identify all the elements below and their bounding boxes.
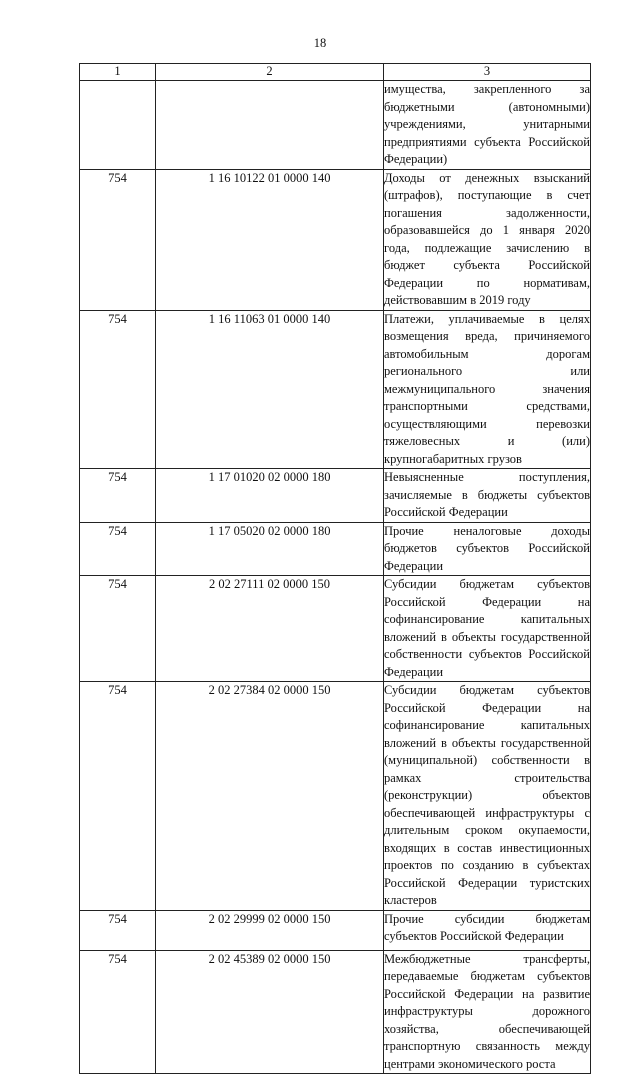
table-row [80,576,591,682]
budget-code-cell: 1 17 05020 02 0000 180 [156,522,384,576]
admin-code-cell: 754 [80,576,156,682]
column-header-2: 2 [156,64,384,81]
description-cell: Невыясненные поступления, зачисляемые в бюджеты субъектов Российской Федерации [384,469,591,523]
table-row [80,682,591,911]
budget-code-cell: 2 02 29999 02 0000 150 [156,910,384,950]
table-row [80,910,591,950]
table-row [80,169,591,310]
admin-code-cell [80,81,156,170]
admin-code-cell: 754 [80,682,156,911]
budget-code-cell: 1 16 11063 01 0000 140 [156,310,384,469]
description-cell: имущества, закрепленного за бюджетными (автономными) учреждениями, унитарными предприятиями субъекта Российской Федерации) [384,81,591,170]
budget-code-cell: 1 17 01020 02 0000 180 [156,469,384,523]
column-header-1: 1 [80,64,156,81]
budget-code-cell: 2 02 45389 02 0000 150 [156,950,384,1074]
description-cell: Субсидии бюджетам субъектов Российской Федерации на софинансирование капитальных вложений в объекты государственной (муниципальной) собственности в рамках строительства (реконструкции) объектов обеспечивающей инфраструктуры с длительным сроком окупаемости, входящих в состав инвестиционных проектов по созданию в субъектах Российской Федерации туристских кластеров [384,682,591,911]
budget-code-cell: 2 02 27111 02 0000 150 [156,576,384,682]
header-row [80,64,591,81]
budget-code-cell [156,81,384,170]
budget-code-cell: 1 16 10122 01 0000 140 [156,169,384,310]
description-cell: Межбюджетные трансферты, передаваемые бюджетам субъектов Российской Федерации на развитие инфраструктуры дорожного хозяйства, обеспечивающей транспортную связанность между центрами экономического роста [384,950,591,1074]
budget-code-cell: 2 02 27384 02 0000 150 [156,682,384,911]
description-cell: Прочие неналоговые доходы бюджетов субъектов Российской Федерации [384,522,591,576]
admin-code-cell: 754 [80,169,156,310]
description-cell: Платежи, уплачиваемые в целях возмещения вреда, причиняемого автомобильным дорогам регионального или межмуниципального значения транспортными средствами, осуществляющими перевозки тяжеловесных и (или) крупногабаритных грузов [384,310,591,469]
description-cell: Субсидии бюджетам субъектов Российской Федерации на софинансирование капитальных вложений в объекты государственной собственности субъектов Российской Федерации [384,576,591,682]
page-number: 18 [313,36,327,50]
revenue-codes-table [79,63,591,1074]
admin-code-cell: 754 [80,310,156,469]
admin-code-cell: 754 [80,950,156,1074]
admin-code-cell: 754 [80,522,156,576]
table-row [80,310,591,469]
table-row [80,469,591,523]
description-cell: Прочие субсидии бюджетам субъектов Российской Федерации [384,910,591,950]
column-header-3: 3 [384,64,591,81]
table-row [80,81,591,170]
admin-code-cell: 754 [80,469,156,523]
table-row [80,522,591,576]
description-cell: Доходы от денежных взысканий (штрафов), поступающие в счет погашения задолженности, образовавшейся до 1 января 2020 года, подлежащие зачислению в бюджет субъекта Российской Федерации по нормативам, действовавшим в 2019 году [384,169,591,310]
table-row [80,950,591,1074]
admin-code-cell: 754 [80,910,156,950]
